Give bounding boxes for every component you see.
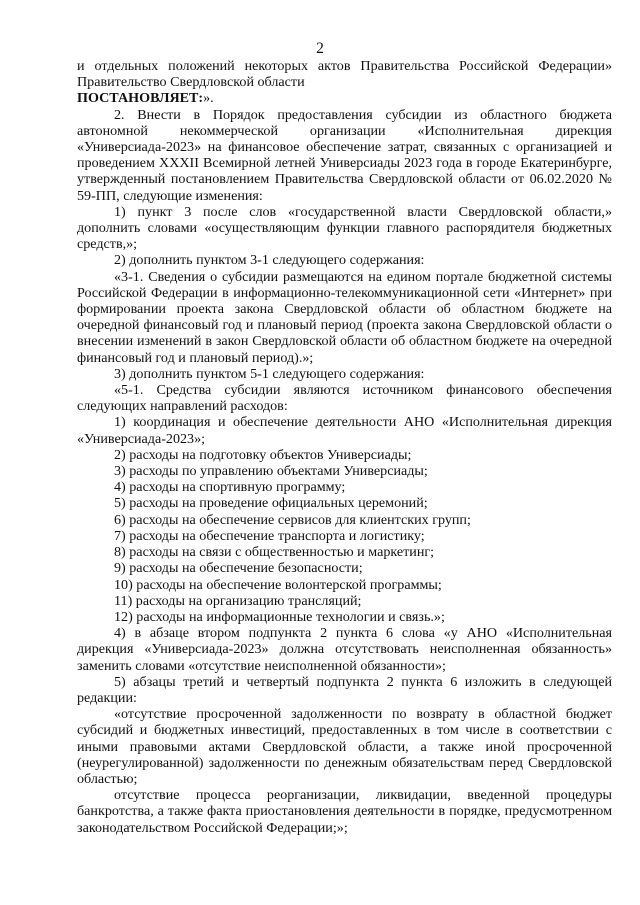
paragraph-item: 2) дополнить пунктом 3-1 следующего содержания:: [114, 252, 425, 269]
list-item: 4) расходы на спортивную программу;: [114, 479, 346, 496]
decree-word: ПОСТАНОВЛЯЕТ:: [77, 90, 204, 107]
document-body: [77, 58, 612, 836]
paragraph-quote: «3-1. Сведения о субсидии размещаются на едином портале бюджетной системы Российской Федерации в информационно-телекоммуникационной сети «Интернет» при формировании проекта закона Свердловской области об областном бюджете на очередной финансовый год и плановый период (проекта закона Свердловской области о внесении изменений в закон Свердловской области об областном бюджете на очередной финансовый год и плановый период).»;: [77, 268, 612, 366]
intro-line-1: и отдельных положений некоторых актов Правительства Российской Федерации»: [77, 58, 612, 74]
paragraph-quote: «5-1. Средства субсидии являются источником финансового обеспечения следующих направлений расходов:: [77, 382, 612, 415]
paragraph-amendment-intro: 2. Внести в Порядок предоставления субсидии из областного бюджета автономной некоммерческой организации «Исполнительная дирекция «Универсиада-2023» на финансовое обеспечение затрат, связанных с организацией и проведением XXXII Всемирной летней Универсиады 2023 года в городе Екатеринбурге, утвержденный постановлением Правительства Свердловской области от 06.02.2020 № 59-ПП, следующие изменения:: [77, 106, 612, 204]
list-item: 11) расходы на организацию трансляций;: [114, 592, 362, 609]
decree-tail: ».: [203, 90, 214, 107]
paragraph-item: 4) в абзаце втором подпункта 2 пункта 6 слова «у АНО «Исполнительная дирекция «Универсиада-2023» должна отсутствовать неисполненная обязанность» заменить словами «отсутствие неисполненной обязанности»;: [77, 625, 612, 674]
paragraph-item: 5) абзацы третий и четвертый подпункта 2 пункта 6 изложить в следующей редакции:: [77, 673, 612, 706]
list-item: 1) координация и обеспечение деятельности АНО «Исполнительная дирекция «Универсиада-2023»;: [77, 414, 612, 447]
list-item: 9) расходы на обеспечение безопасности;: [114, 560, 363, 577]
list-item: 8) расходы на связи с общественностью и маркетинг;: [114, 544, 435, 561]
decree-line: [77, 90, 612, 106]
list-item: 3) расходы по управлению объектами Универсиады;: [114, 463, 428, 480]
list-item: 7) расходы на обеспечение транспорта и логистику;: [114, 527, 425, 544]
intro-line-2: Правительство Свердловской области: [77, 74, 305, 91]
paragraph-quote: «отсутствие просроченной задолженности по возврату в областной бюджет субсидий и бюджетных инвестиций, предоставленных в том числе в соответствии с иными правовыми актами Свердловской области, а также иной просроченной (неурегулированной) задолженности по денежным обязательствам перед Свердловской областью;: [77, 706, 612, 787]
list-item: 6) расходы на обеспечение сервисов для клиентских групп;: [114, 511, 471, 528]
list-item: 12) расходы на информационные технологии и связь.»;: [114, 608, 445, 625]
paragraph-item: 1) пункт 3 после слов «государственной власти Свердловской области,» дополнить словами «осуществляющим функции главного распорядителя бюджетных средств,»;: [77, 203, 612, 253]
paragraph-quote: отсутствие процесса реорганизации, ликвидации, введенной процедуры банкротства, а также факта приостановления деятельности в порядке, предусмотренном законодательством Российской Федерации;»;: [77, 787, 612, 836]
paragraph-item: 3) дополнить пунктом 5-1 следующего содержания:: [114, 365, 425, 382]
list-item: 5) расходы на проведение официальных церемоний;: [114, 495, 428, 512]
list-item: 2) расходы на подготовку объектов Универсиады;: [114, 446, 412, 463]
list-item: 10) расходы на обеспечение волонтерской программы;: [114, 576, 442, 593]
page-number: 2: [316, 40, 324, 57]
